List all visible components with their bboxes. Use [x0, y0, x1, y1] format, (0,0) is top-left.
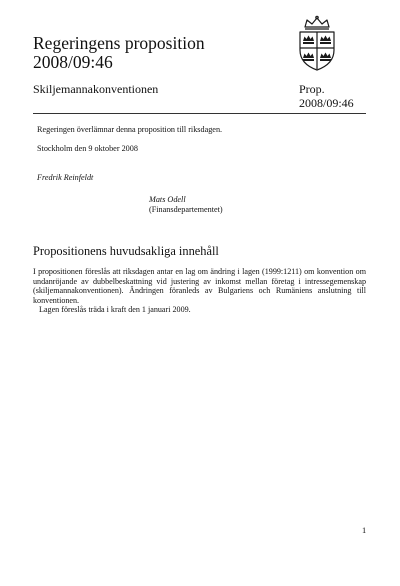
- document-title: Regeringens proposition 2008/09:46: [33, 33, 205, 72]
- swedish-coat-of-arms-icon: [292, 14, 342, 72]
- header-divider: [33, 113, 366, 114]
- place-date: Stockholm den 9 oktober 2008: [37, 144, 138, 153]
- prop-label: Prop.: [299, 82, 325, 96]
- document-subtitle: Skiljemannakonventionen: [33, 82, 159, 96]
- summary-paragraph: Lagen föreslås träda i kraft den 1 januari 2009.: [39, 305, 191, 315]
- section-heading: Propositionens huvudsakliga innehåll: [33, 244, 219, 258]
- signatory-minister: Mats Odell: [149, 195, 186, 204]
- signatory-department: (Finansdepartementet): [149, 205, 223, 214]
- intro-text: Regeringen överlämnar denna proposition till riksdagen.: [37, 125, 223, 134]
- page-number: 1: [362, 526, 367, 535]
- summary-paragraph: I propositionen föreslås att riksdagen antar en lag om ändring i lagen (1999:1211) om konvention om undanröjande av dubbelbeskattning vid justering av inkomst mellan företag i intressegemenskap (skiljemannakonventionen). Ändringen föranleds av Bulgariens och Rumäniens anslutning till konventionen.: [33, 267, 366, 305]
- prop-number: 2008/09:46: [299, 96, 354, 110]
- summary-body: [33, 267, 366, 315]
- signatory-prime-minister: Fredrik Reinfeldt: [37, 173, 94, 182]
